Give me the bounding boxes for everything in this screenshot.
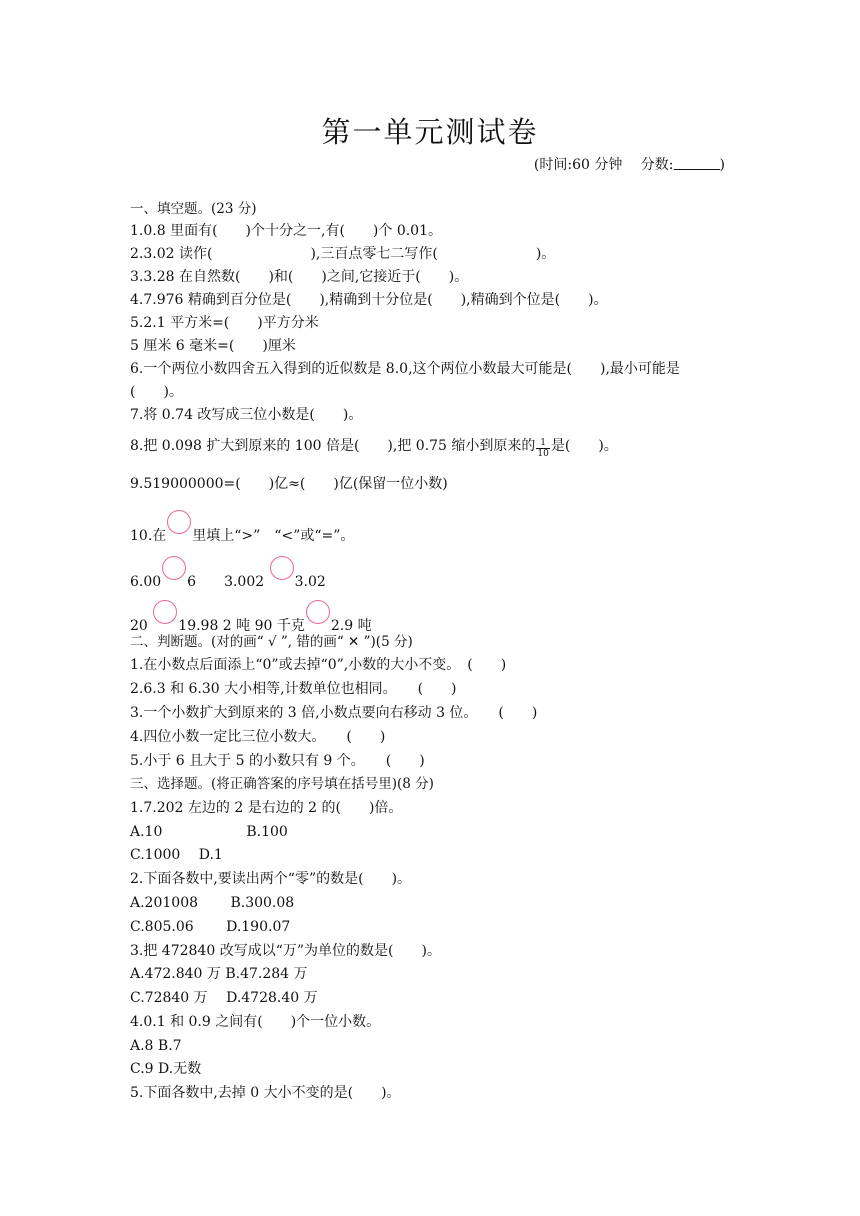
choice-q1: 1.7.202 左边的 2 是右边的 2 的( )倍。 [130, 800, 403, 816]
choice-q2-options-cd: C.805.06 D.190.07 [130, 919, 291, 935]
choice-q2: 2.下面各数中,要读出两个“零”的数是( )。 [130, 871, 412, 887]
compare-row-1 [130, 556, 326, 591]
page-title: 第一单元测试卷 [321, 115, 539, 149]
compare-2-left: 20 [130, 618, 148, 634]
judge-q4: 4.四位小数一定比三位小数大。 ( ) [130, 729, 386, 745]
fill-q6a: 6.一个两位小数四舍五入得到的近似数是 8.0,这个两位小数最大可能是( ),最小可能是 [130, 361, 680, 377]
choice-q2-options-ab: A.201008 B.300.08 [130, 895, 295, 911]
choice-q3-options-cd: C.72840 万 D.4728.40 万 [130, 990, 318, 1006]
compare-row-2 [130, 600, 372, 635]
compare-circle-4[interactable] [306, 600, 330, 624]
fill-q5a: 5.2.1 平方米=( )平方分米 [130, 315, 319, 331]
fill-q8-text: 8.把 0.098 扩大到原来的 100 倍是( ),把 0.75 缩小到原来的 [130, 438, 536, 454]
choice-q5: 5.下面各数中,去掉 0 大小不变的是( )。 [130, 1085, 401, 1101]
choice-q4-options-cd: C.9 D.无数 [130, 1061, 202, 1077]
choice-q4-options-ab: A.8 B.7 [130, 1038, 182, 1054]
compare-circle-1[interactable] [162, 556, 186, 580]
compare-circle-2[interactable] [270, 556, 294, 580]
fill-q4: 4.7.976 精确到百分位是( ),精确到十分位是( ),精确到个位是( )。 [130, 292, 608, 308]
choice-q3: 3.把 472840 改写成以“万”为单位的数是( )。 [130, 943, 441, 959]
choice-q4: 4.0.1 和 0.9 之间有( )个一位小数。 [130, 1014, 381, 1030]
section-fill-heading: 一、填空题。(23 分) [130, 201, 257, 217]
fill-q3: 3.3.28 在自然数( )和( )之间,它接近于( )。 [130, 269, 469, 285]
judge-q1: 1.在小数点后面添上“0”或去掉“0”,小数的大小不变。 ( ) [130, 657, 507, 673]
exam-meta [534, 154, 725, 174]
fill-q8-tail: 是( )。 [550, 438, 618, 454]
compare-2-right: 2.9 吨 [330, 618, 372, 634]
compare-circle-sample [167, 510, 191, 534]
compare-2-mid: 19.98 2 吨 90 千克 [178, 618, 305, 634]
choice-q1-options-cd: C.1000 D.1 [130, 847, 223, 863]
fill-q10 [130, 510, 354, 545]
fill-q2: 2.3.02 读作( ),三百点零七二写作( )。 [130, 246, 556, 262]
fill-q1: 1.0.8 里面有( )个十分之一,有( )个 0.01。 [130, 223, 442, 239]
fraction-numerator: 1 [536, 438, 549, 449]
compare-1-right: 3.02 [294, 574, 326, 590]
fill-q7: 7.将 0.74 改写成三位小数是( )。 [130, 407, 363, 423]
judge-q2: 2.6.3 和 6.30 大小相等,计数单位也相同。 ( ) [130, 681, 457, 697]
compare-1-mid: 6 3.002 [187, 574, 265, 590]
fraction-denominator: 10 [537, 449, 549, 459]
fill-q8 [130, 437, 618, 459]
fill-q9: 9.519000000=( )亿≈( )亿(保留一位小数) [130, 476, 448, 492]
fraction-one-tenth [536, 438, 549, 459]
time-score-label: (时间:60 分钟 分数: [533, 157, 674, 173]
choice-q3-options-ab: A.472.840 万 B.47.284 万 [130, 966, 308, 982]
fill-q10-tail: 里填上“>” “<”或“=”。 [192, 528, 355, 544]
choice-q1-options-ab: A.10 B.100 [130, 824, 288, 840]
fill-q5b: 5 厘米 6 毫米=( )厘米 [130, 338, 296, 354]
compare-circle-3[interactable] [153, 600, 177, 624]
judge-q5: 5.小于 6 且大于 5 的小数只有 9 个。 ( ) [130, 753, 425, 769]
section-judge-heading: 二、判断题。(对的画“ √ ”, 错的画“ ✕ ”)(5 分) [130, 634, 413, 650]
fill-q6b: ( )。 [130, 384, 183, 400]
compare-1-left: 6.00 [130, 574, 162, 590]
fill-q10-text: 10.在 [130, 528, 167, 544]
judge-q3: 3.一个小数扩大到原来的 3 倍,小数点要向右移动 3 位。 ( ) [130, 705, 538, 721]
score-blank [674, 157, 720, 170]
section-choice-heading: 三、选择题。(将正确答案的序号填在括号里)(8 分) [130, 776, 434, 792]
meta-close: ) [719, 157, 725, 173]
